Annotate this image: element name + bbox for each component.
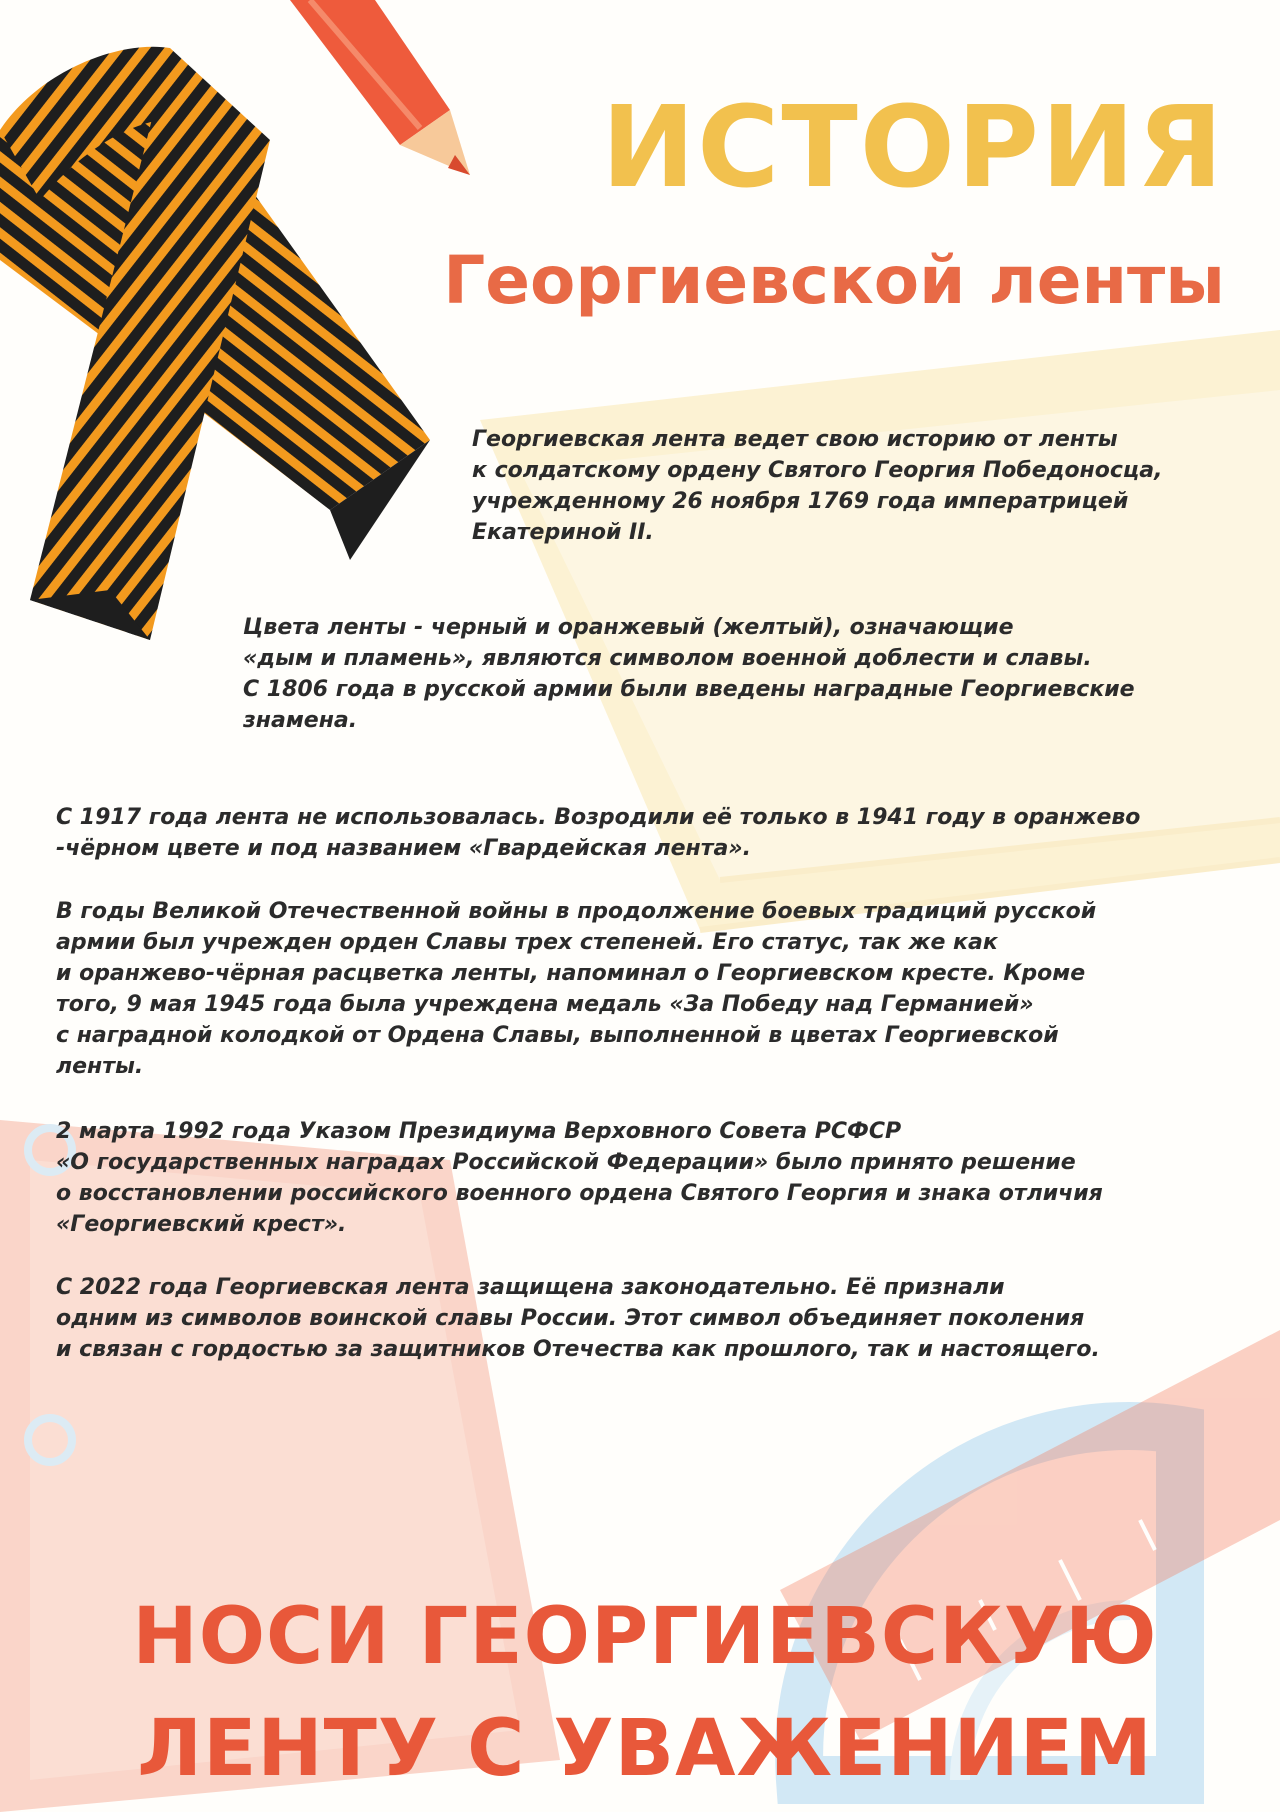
paragraph-ww2: В годы Великой Отечественной войны в продолжение боевых традиций русской армии был учрежден орден Славы трех степеней. Его статус, так же как и оранжево-чёрная расцветка ленты, напоминал о Георгиевском кресте. Кроме того, 9 мая 1945 года была учреждена медаль «За Победу над Германией» с наградной колодкой от Ордена Славы, выполненной в цветах Георгиевской ленты. (56, 899, 1097, 1079)
paragraph-2022: С 2022 года Георгиевская лента защищена законодательно. Её признали одним из символов воинской славы России. Этот символ объединяет поколения и связан с гордостью за защитников Отечества как прошлого, так и настоящего. (56, 1275, 1100, 1362)
footer-slogan-line-2: ЛЕНТУ С УВАЖЕНИЕМ (137, 1704, 1153, 1794)
paragraph-origin: Георгиевская лента ведет свою историю от ленты к солдатскому ордену Святого Георгия Победоносца, учрежденному 26 ноября 1769 года императрицей Екатериной II. (472, 427, 1163, 545)
paragraph-1917: С 1917 года лента не использовалась. Возродили её только в 1941 году в оранжево -чёрном цвете и под названием «Гвардейская лента». (56, 805, 1141, 861)
footer-slogan-line-1: НОСИ ГЕОРГИЕВСКУЮ (132, 1592, 1158, 1682)
page-subtitle: Георгиевской ленты (443, 242, 1225, 319)
st-george-ribbon-icon (0, 47, 430, 640)
paragraph-1992: 2 марта 1992 года Указом Президиума Верховного Совета РСФСР «О государственных наградах Российской Федерации» было принято решение о восстановлении российского военного ордена Святого Георгия и знака отличия «Георгиевский крест». (56, 1119, 1103, 1237)
paragraph-colors: Цвета ленты - черный и оранжевый (желтый), означающие «дым и пламень», являются символом военной доблести и славы. С 1806 года в русской армии были введены наградные Георгиевские знамена. (243, 615, 1135, 733)
pencil-icon (290, 0, 470, 175)
page-title: ИСТОРИЯ (601, 83, 1225, 213)
